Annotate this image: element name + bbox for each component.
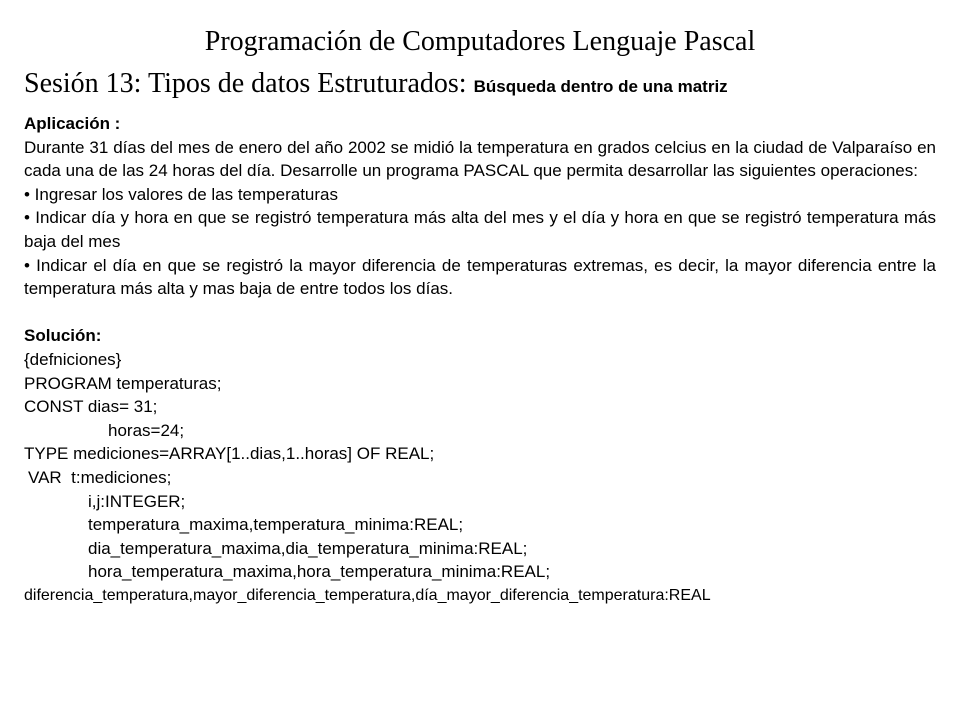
slide-body xyxy=(24,112,936,607)
subtitle-topic: Búsqueda dentro de una matriz xyxy=(473,77,728,96)
code-line-diferencia: diferencia_temperatura,mayor_diferencia_temperatura,día_mayor_diferencia_temperatura:REAL xyxy=(24,586,711,604)
code-line-program: PROGRAM temperaturas; xyxy=(24,373,222,393)
slide-title: Programación de Computadores Lenguaje Pascal xyxy=(204,26,756,57)
code-line-temperaturas: temperatura_maxima,temperatura_minima:REAL; xyxy=(88,515,464,535)
code-line-type: TYPE mediciones=ARRAY[1..dias,1..horas] OF REAL; xyxy=(24,444,435,464)
bullet-item-2: • Indicar día y hora en que se registró temperatura más alta del mes y el día y hora en que se registró temperatura más baja del mes xyxy=(24,208,936,251)
code-line-dias: dia_temperatura_maxima,dia_temperatura_minima:REAL; xyxy=(88,538,528,558)
application-paragraph: Durante 31 días del mes de enero del año 2002 se midió la temperatura en grados celcius en la ciudad de Valparaíso en cada una de las 24 horas del día. Desarrolle un programa PASCAL que permita desarrollar las siguientes operaciones: xyxy=(24,137,936,181)
solution-heading: Solución: xyxy=(24,326,102,346)
code-line-comment: {defniciones} xyxy=(24,349,122,369)
application-heading: Aplicación : xyxy=(24,114,121,133)
bullet-item-3: • Indicar el día en que se registró la mayor diferencia de temperaturas extremas, es decir, la mayor diferencia entre la temperatura más alta y mas baja de entre todos los días. xyxy=(24,255,936,299)
code-line-horas: horas=24; xyxy=(108,420,185,440)
spacer xyxy=(24,301,936,325)
code-line-const: CONST dias= 31; xyxy=(24,397,158,417)
code-line-var: VAR t:mediciones; xyxy=(28,467,172,487)
code-line-integers: i,j:INTEGER; xyxy=(88,491,186,511)
bullet-item-1: • Ingresar los valores de las temperaturas xyxy=(24,184,338,204)
subtitle-main: Sesión 13: Tipos de datos Estruturados: xyxy=(24,68,467,99)
code-line-horas-vars: hora_temperatura_maxima,hora_temperatura_minima:REAL; xyxy=(88,562,551,582)
slide-subtitle xyxy=(24,64,728,107)
